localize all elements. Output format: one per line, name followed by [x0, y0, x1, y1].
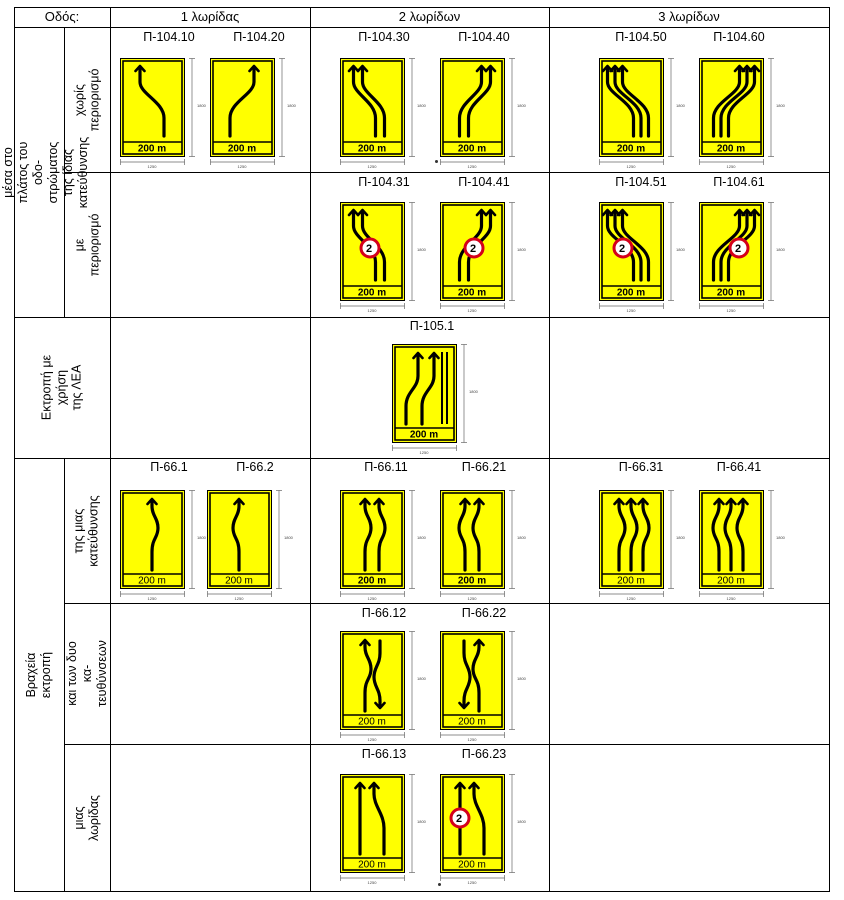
- row-separator: [64, 172, 830, 173]
- svg-text:1250: 1250: [467, 880, 477, 885]
- sign-p-66-12: [340, 631, 424, 743]
- svg-text:1800: 1800: [287, 103, 296, 108]
- subrow-label-no-limit: χωρίς περιορισμό: [72, 68, 102, 131]
- sign-p-66-22: [440, 631, 524, 743]
- svg-text:1800: 1800: [469, 389, 478, 394]
- sign-p-66-31: [599, 490, 683, 602]
- subrow-label-one-direction: της μιας κατεύθυνσης: [72, 494, 101, 567]
- subrow-label-one-lane: μιας λωρίδας: [72, 794, 101, 841]
- svg-text:1250: 1250: [147, 164, 157, 169]
- sign-p-105-1: [392, 344, 476, 456]
- svg-text:1250: 1250: [367, 308, 377, 313]
- sign-p-66-11: [340, 490, 424, 602]
- svg-text:1800: 1800: [517, 676, 526, 681]
- svg-text:1800: 1800: [776, 535, 785, 540]
- svg-text:1800: 1800: [197, 535, 206, 540]
- svg-text:200 m: 200 m: [137, 143, 167, 155]
- group-label-diversion: μέσα στο πλάτος του οδο- στρώματος της ίδιας κατεύθυνσης: [1, 136, 91, 208]
- svg-text:200 m: 200 m: [716, 143, 746, 155]
- sign-p-66-23: [440, 774, 524, 886]
- row-separator: [64, 603, 830, 604]
- sign-code: Π-66.23: [461, 747, 507, 761]
- svg-text:1250: 1250: [467, 164, 477, 169]
- limit-badge-icon: [614, 239, 632, 257]
- svg-text:1250: 1250: [367, 164, 377, 169]
- svg-text:1250: 1250: [726, 308, 736, 313]
- sign-p-66-2: [207, 490, 291, 602]
- svg-text:1250: 1250: [234, 596, 244, 601]
- svg-text:1800: 1800: [676, 247, 685, 252]
- svg-text:1800: 1800: [284, 535, 293, 540]
- svg-text:1800: 1800: [517, 819, 526, 824]
- sign-p-104-30: [340, 58, 424, 170]
- sign-code: Π-104.51: [615, 175, 667, 189]
- svg-text:200 m: 200 m: [617, 575, 645, 587]
- limit-badge-icon: [451, 809, 469, 827]
- svg-text:1250: 1250: [367, 596, 377, 601]
- limit-badge-icon: [361, 239, 379, 257]
- svg-text:1250: 1250: [467, 308, 477, 313]
- subrow-label-both-directions: και των δυο κα- τευθύνσεων: [64, 640, 109, 707]
- limit-badge-icon: [730, 239, 748, 257]
- sign-p-104-41: [440, 202, 524, 314]
- sign-code: Π-105.1: [409, 319, 455, 333]
- svg-text:2: 2: [469, 243, 477, 255]
- header-two-lanes: 2 λωρίδων: [398, 9, 461, 24]
- svg-text:1800: 1800: [417, 819, 426, 824]
- sign-code: Π-66.2: [236, 460, 274, 474]
- svg-text:1250: 1250: [367, 880, 377, 885]
- svg-text:1250: 1250: [626, 596, 636, 601]
- svg-text:2: 2: [618, 243, 626, 255]
- sign-code: Π-104.40: [458, 30, 510, 44]
- svg-text:200 m: 200 m: [357, 143, 387, 155]
- sign-code: Π-66.41: [716, 460, 762, 474]
- sign-p-66-41: [699, 490, 783, 602]
- sign-code: Π-104.41: [458, 175, 510, 189]
- limit-badge-icon: [465, 239, 483, 257]
- svg-text:1250: 1250: [367, 737, 377, 742]
- svg-text:1250: 1250: [147, 596, 157, 601]
- sign-p-104-61: [699, 202, 783, 314]
- svg-text:200 m: 200 m: [357, 287, 387, 299]
- svg-text:1800: 1800: [197, 103, 206, 108]
- sign-p-66-21: [440, 490, 524, 602]
- svg-text:1250: 1250: [419, 450, 429, 455]
- table-border-bottom: [14, 891, 830, 892]
- sign-table: [1, 7, 830, 892]
- sign-p-104-20: [210, 58, 294, 170]
- svg-text:1800: 1800: [417, 247, 426, 252]
- svg-text:1250: 1250: [726, 596, 736, 601]
- sign-code: Π-104.20: [233, 30, 285, 44]
- svg-text:200 m: 200 m: [458, 716, 486, 728]
- col-separator: [110, 7, 111, 892]
- svg-text:200 m: 200 m: [457, 575, 487, 587]
- svg-text:200 m: 200 m: [227, 143, 257, 155]
- svg-text:1250: 1250: [726, 164, 736, 169]
- svg-text:1800: 1800: [417, 103, 426, 108]
- svg-text:200 m: 200 m: [717, 575, 745, 587]
- svg-text:200 m: 200 m: [616, 287, 646, 299]
- svg-text:200 m: 200 m: [358, 859, 386, 871]
- svg-text:200 m: 200 m: [616, 143, 646, 155]
- svg-text:1250: 1250: [467, 737, 477, 742]
- row-separator: [64, 744, 830, 745]
- svg-text:1250: 1250: [626, 164, 636, 169]
- sign-p-104-50: [599, 58, 683, 170]
- svg-text:1800: 1800: [517, 535, 526, 540]
- svg-text:2: 2: [734, 243, 742, 255]
- sign-p-104-10: [120, 58, 204, 170]
- svg-text:1800: 1800: [776, 103, 785, 108]
- sign-code: Π-104.60: [713, 30, 765, 44]
- row-separator: [14, 458, 830, 459]
- svg-text:200 m: 200 m: [357, 575, 387, 587]
- row-separator: [14, 317, 830, 318]
- svg-text:200 m: 200 m: [138, 575, 166, 587]
- svg-text:1800: 1800: [676, 535, 685, 540]
- svg-text:200 m: 200 m: [458, 859, 486, 871]
- svg-text:1800: 1800: [676, 103, 685, 108]
- sign-p-104-60: [699, 58, 783, 170]
- sign-code: Π-66.31: [618, 460, 664, 474]
- header-three-lanes: 3 λωρίδων: [658, 9, 720, 24]
- sign-code: Π-66.1: [150, 460, 188, 474]
- svg-text:1250: 1250: [467, 596, 477, 601]
- svg-text:1800: 1800: [517, 103, 526, 108]
- header-road-label: Οδός:: [44, 9, 80, 24]
- sign-p-104-40: [440, 58, 524, 170]
- svg-text:1800: 1800: [417, 676, 426, 681]
- header-separator: [14, 27, 830, 28]
- stray-dot: [438, 883, 441, 886]
- svg-text:200 m: 200 m: [716, 287, 746, 299]
- sign-p-66-1: [120, 490, 204, 602]
- svg-text:200 m: 200 m: [457, 287, 487, 299]
- sign-p-66-13: [340, 774, 424, 886]
- svg-text:1800: 1800: [417, 535, 426, 540]
- svg-text:1800: 1800: [517, 247, 526, 252]
- table-border-right: [829, 7, 830, 892]
- svg-text:2: 2: [365, 243, 373, 255]
- svg-text:200 m: 200 m: [457, 143, 487, 155]
- sign-code: Π-104.10: [143, 30, 195, 44]
- svg-text:1250: 1250: [237, 164, 247, 169]
- col-separator: [549, 7, 550, 892]
- sign-code: Π-104.61: [713, 175, 765, 189]
- svg-text:1800: 1800: [776, 247, 785, 252]
- sign-code: Π-66.22: [461, 606, 507, 620]
- subrow-label-with-limit: με περιορισμό: [72, 213, 102, 276]
- group-label-lea: Εκτροπή με χρήση της ΛΕΑ: [39, 354, 84, 421]
- sign-p-104-31: [340, 202, 424, 314]
- svg-text:200 m: 200 m: [409, 429, 439, 441]
- sign-code: Π-66.11: [364, 460, 408, 474]
- sign-code: Π-66.12: [361, 606, 407, 620]
- sign-code: Π-66.13: [361, 747, 407, 761]
- group-label-short: Βραχεία εκτροπή: [24, 651, 53, 698]
- sign-code: Π-104.30: [358, 30, 410, 44]
- sign-p-104-51: [599, 202, 683, 314]
- sign-code: Π-104.31: [358, 175, 410, 189]
- svg-text:200 m: 200 m: [358, 716, 386, 728]
- col-separator: [310, 7, 311, 892]
- svg-text:1250: 1250: [626, 308, 636, 313]
- header-one-lane: 1 λωρίδας: [180, 9, 240, 24]
- stray-dot: [435, 160, 438, 163]
- svg-text:2: 2: [455, 813, 463, 825]
- svg-text:200 m: 200 m: [225, 575, 253, 587]
- sign-code: Π-66.21: [461, 460, 507, 474]
- sign-code: Π-104.50: [615, 30, 667, 44]
